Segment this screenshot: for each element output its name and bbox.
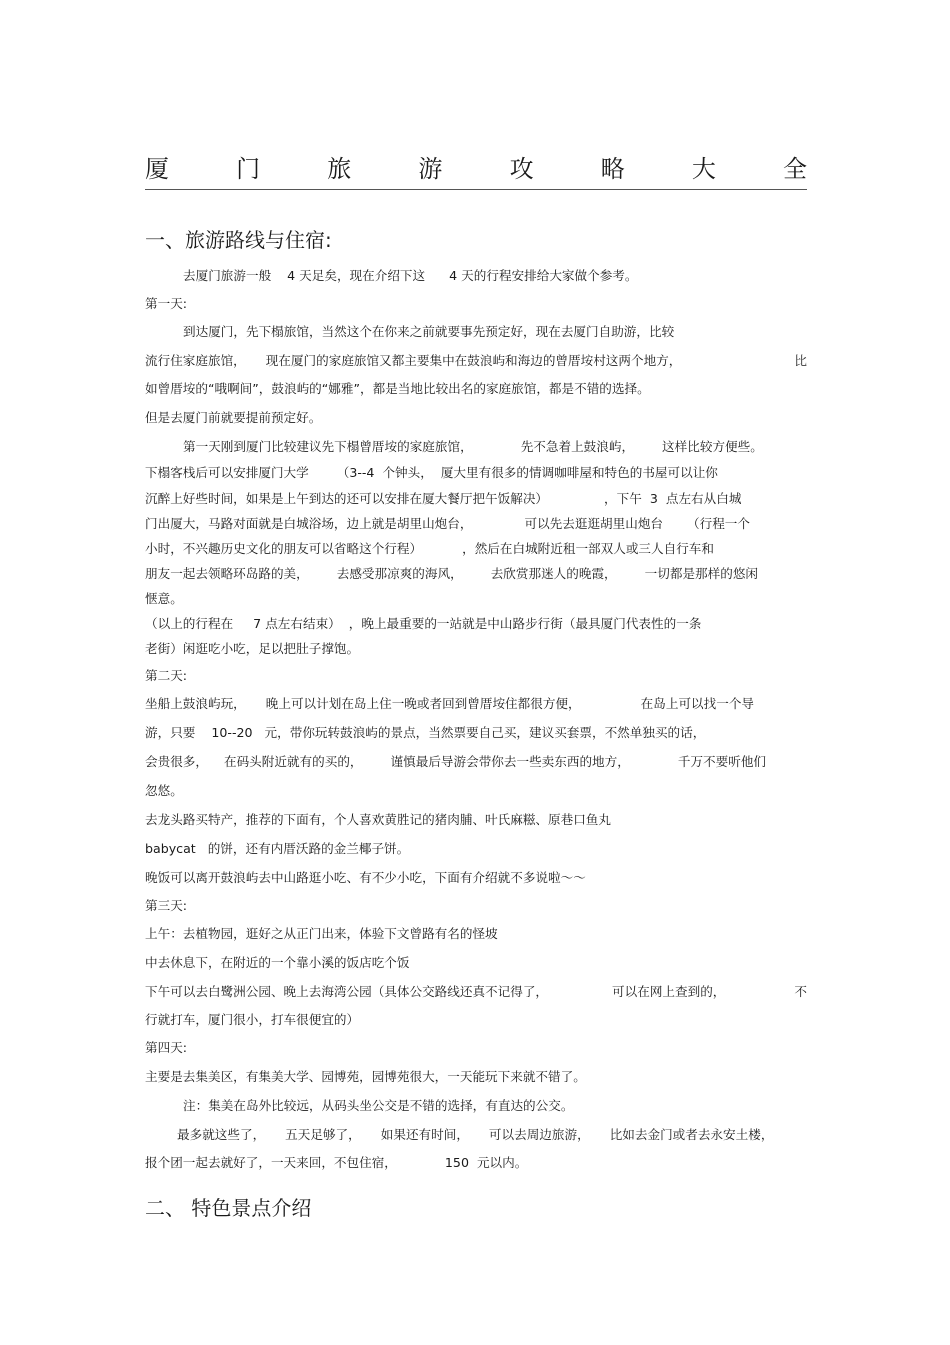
paragraph-line: 去龙头路买特产，推荐的下面有，个人喜欢黄胜记的猪肉脯、叶氏麻糍、原巷口鱼丸 — [145, 812, 611, 827]
title-char: 全 — [782, 154, 807, 183]
paragraph-line: 如曾厝垵的“哦啊间”，鼓浪屿的“娜雅”，都是当地比较出名的家庭旅馆，都是不错的选择。 — [145, 381, 650, 396]
paragraph-line: 老街）闲逛吃小吃，足以把肚子撑饱。 — [145, 641, 360, 656]
paragraph-line: 惬意。 — [145, 591, 183, 606]
day-heading: 第一天: — [145, 296, 188, 311]
title-char: 门 — [236, 154, 261, 183]
title-underline — [145, 189, 807, 190]
paragraph-line: 门出厦大，马路对面就是白城浴场，边上就是胡里山炮台， 可以先去逛逛胡里山炮台 （行程一个 — [145, 516, 750, 531]
day-heading: 第四天: — [145, 1040, 188, 1055]
paragraph-line: 到达厦门，先下榻旅馆，当然这个在你来之前就要事先预定好，现在去厦门自助游，比较 — [183, 324, 675, 339]
paragraph-line: 朋友一起去领略环岛路的美， 去感受那凉爽的海风， 去欣赏那迷人的晚霞， 一切都是那样的悠闲 — [145, 566, 759, 581]
paragraph-line: （以上的行程在 7 点左右结束） ，晚上最重要的一站就是中山路步行街（最具厦门代表性的一条 — [145, 616, 702, 631]
paragraph-line: 但是去厦门前就要提前预定好。 — [145, 410, 322, 425]
paragraph-line: 会贵很多， 在码头附近就有的买的， 谨慎最后导游会带你去一些卖东西的地方， 千万不要听他们 — [145, 754, 767, 769]
section-heading-attractions: 二、 特色景点介绍 — [145, 1196, 312, 1220]
title-char: 厦 — [145, 154, 169, 183]
paragraph-line — [145, 984, 807, 1000]
paragraph-line: babycat 的饼，还有内厝沃路的金兰椰子饼。 — [145, 841, 410, 856]
line-segment: 比 — [794, 353, 807, 368]
day-heading: 第二天: — [145, 668, 188, 683]
paragraph-line: 行就打车，厦门很小，打车很便宜的） — [145, 1012, 360, 1027]
day-heading: 第三天: — [145, 898, 188, 913]
title-char: 旅 — [327, 154, 352, 183]
section-heading-routes: 一、旅游路线与住宿: — [145, 228, 332, 252]
line-segment: 下午可以去白鹭洲公园、晚上去海湾公园（具体公交路线还真不记得了， 可以在网上查到的， — [145, 984, 726, 999]
paragraph-line: 忽悠。 — [145, 783, 183, 798]
paragraph-line: 最多就这些了， 五天足够了， 如果还有时间， 可以去周边旅游， 比如去金门或者去永安土楼， — [177, 1127, 774, 1142]
paragraph-line: 上午：去植物园，逛好之从正门出来，体验下文曾路有名的怪坡 — [145, 926, 498, 941]
note-line: 注：集美在岛外比较远，从码头坐公交是不错的选择，有直达的公交。 — [183, 1098, 574, 1113]
line-segment: 不 — [794, 984, 807, 999]
paragraph-line — [145, 353, 807, 369]
title-char: 游 — [418, 154, 443, 183]
title-char: 略 — [600, 154, 625, 183]
paragraph-line: 坐船上鼓浪屿玩， 晚上可以计划在岛上住一晚或者回到曾厝垵住都很方便， 在岛上可以找一个导 — [145, 696, 755, 711]
document-title — [145, 148, 807, 184]
paragraph-line: 报个团一起去就好了，一天来回，不包住宿， 150 元以内。 — [145, 1155, 528, 1170]
paragraph-line: 晚饭可以离开鼓浪屿去中山路逛小吃、有不少小吃，下面有介绍就不多说啦～～ — [145, 870, 586, 885]
paragraph-line: 下榻客栈后可以安排厦门大学 （3--4 个钟头， 厦大里有很多的情调咖啡屋和特色的书屋可以让你 — [145, 465, 718, 480]
paragraph-line: 沉醉上好些时间，如果是上午到达的还可以安排在厦大餐厅把午饭解决） ，下午 3 点左右从白城 — [145, 491, 742, 506]
line-segment: 流行住家庭旅馆， 现在厦门的家庭旅馆又都主要集中在鼓浪屿和海边的曾厝垵村这两个地方， — [145, 353, 682, 368]
title-char: 攻 — [509, 154, 534, 183]
paragraph-line: 小时，不兴趣历史文化的朋友可以省略这个行程） ，然后在白城附近租一部双人或三人自行车和 — [145, 541, 714, 556]
paragraph-line: 中去休息下，在附近的一个靠小溪的饭店吃个饭 — [145, 955, 410, 970]
paragraph-line: 去厦门旅游一般 4 天足矣，现在介绍下这 4 天的行程安排给大家做个参考。 — [183, 268, 638, 283]
title-char: 大 — [691, 154, 716, 183]
paragraph-line: 游，只要 10--20 元，带你玩转鼓浪屿的景点，当然票要自己买，建议买套票，不然单独买的话， — [145, 725, 706, 740]
paragraph-line: 第一天刚到厦门比较建议先下榻曾厝垵的家庭旅馆， 先不急着上鼓浪屿， 这样比较方便些。 — [183, 439, 763, 454]
paragraph-line: 主要是去集美区，有集美大学、园博苑，园博苑很大，一天能玩下来就不错了。 — [145, 1069, 586, 1084]
